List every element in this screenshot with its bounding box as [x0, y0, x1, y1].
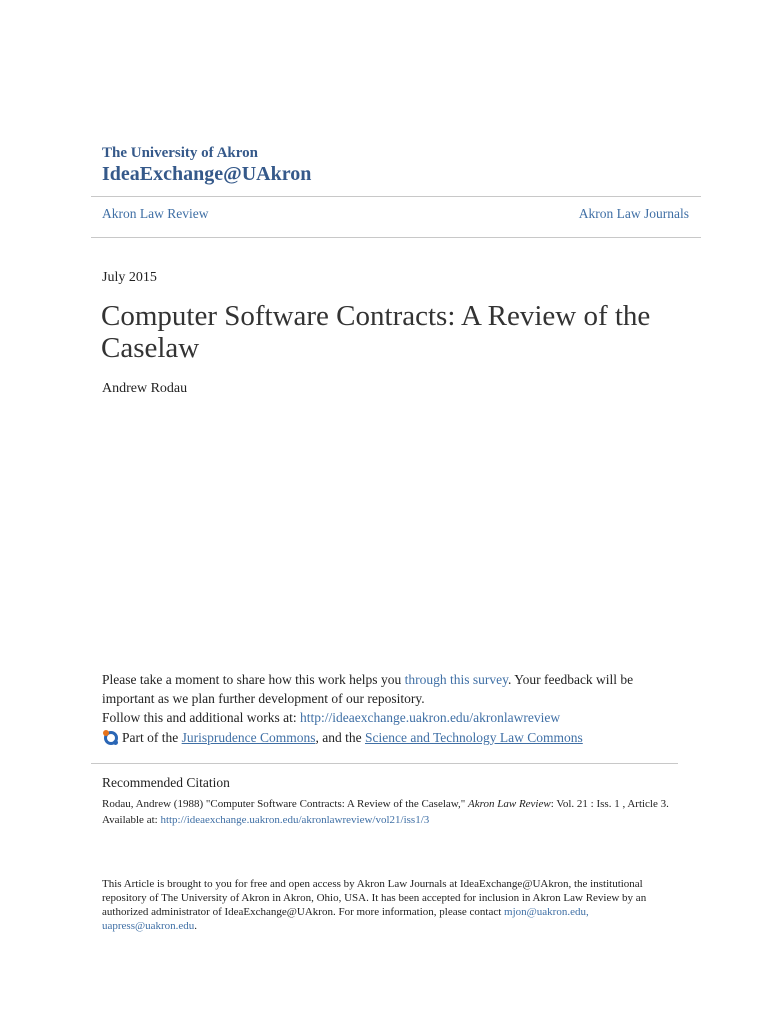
- feedback-notice: [102, 670, 672, 727]
- citation-divider: [91, 763, 678, 764]
- part-middle: , and the: [315, 729, 362, 745]
- citation-journal: Akron Law Review: [468, 798, 551, 810]
- survey-link[interactable]: through this survey: [404, 672, 508, 687]
- survey-paragraph: [102, 670, 672, 708]
- commons-network-icon: [102, 729, 119, 746]
- access-end: .: [194, 920, 198, 932]
- article-title: Computer Software Contracts: A Review of the Caselaw: [101, 300, 651, 364]
- recommended-citation: [102, 796, 672, 828]
- citation-heading: Recommended Citation: [102, 775, 230, 790]
- part-prefix: Part of the: [122, 729, 179, 745]
- publication-date: July 2015: [102, 270, 157, 285]
- survey-prefix: Please take a moment to share how this work helps you: [102, 672, 402, 687]
- access-text: This Article is brought to you for free and open access by Akron Law Journals at IdeaExchange@UAkron, the institutional repository of The University of Akron in Akron, Ohio, USA. It has been accepted for inclusion in Akron Law Review by an authorized administrator of IdeaExchange@UAkron. For more information, please contact: [102, 878, 647, 918]
- access-statement: [102, 877, 662, 933]
- university-name: The University of Akron: [102, 145, 258, 161]
- citation-prefix: Rodau, Andrew (1988) "Computer Software Contracts: A Review of the Caselaw,": [102, 798, 466, 810]
- citation-suffix: : Vol. 21 : Iss. 1 , Article 3.: [550, 798, 669, 810]
- follow-prefix: Follow this and additional works at:: [102, 710, 297, 725]
- survey-suffix: . Your feedback will be important as we plan further development of our repository.: [102, 672, 634, 706]
- citation-text: [102, 796, 672, 812]
- repository-name[interactable]: IdeaExchange@UAkron: [102, 163, 312, 185]
- institution-header: [102, 145, 311, 185]
- article-author[interactable]: Andrew Rodau: [102, 381, 188, 396]
- available-prefix: Available at:: [102, 814, 158, 826]
- follow-link[interactable]: http://ideaexchange.uakron.edu/akronlawreview: [300, 710, 561, 725]
- collection-nav: [102, 206, 689, 222]
- nav-divider: [91, 237, 701, 238]
- science-technology-law-commons-link[interactable]: Science and Technology Law Commons: [365, 729, 583, 745]
- akron-law-review-link[interactable]: Akron Law Review: [102, 206, 209, 221]
- article-url-link[interactable]: http://ideaexchange.uakron.edu/akronlawreview/vol21/iss1/3: [160, 814, 430, 826]
- available-line: [102, 812, 672, 828]
- commons-line: [102, 729, 583, 746]
- contact-email-link[interactable]: mjon@uakron.edu, uapress@uakron.edu: [102, 906, 589, 932]
- top-divider: [91, 196, 701, 197]
- jurisprudence-commons-link[interactable]: Jurisprudence Commons: [181, 729, 316, 745]
- follow-line: [102, 708, 672, 727]
- akron-law-journals-link[interactable]: Akron Law Journals: [578, 206, 689, 221]
